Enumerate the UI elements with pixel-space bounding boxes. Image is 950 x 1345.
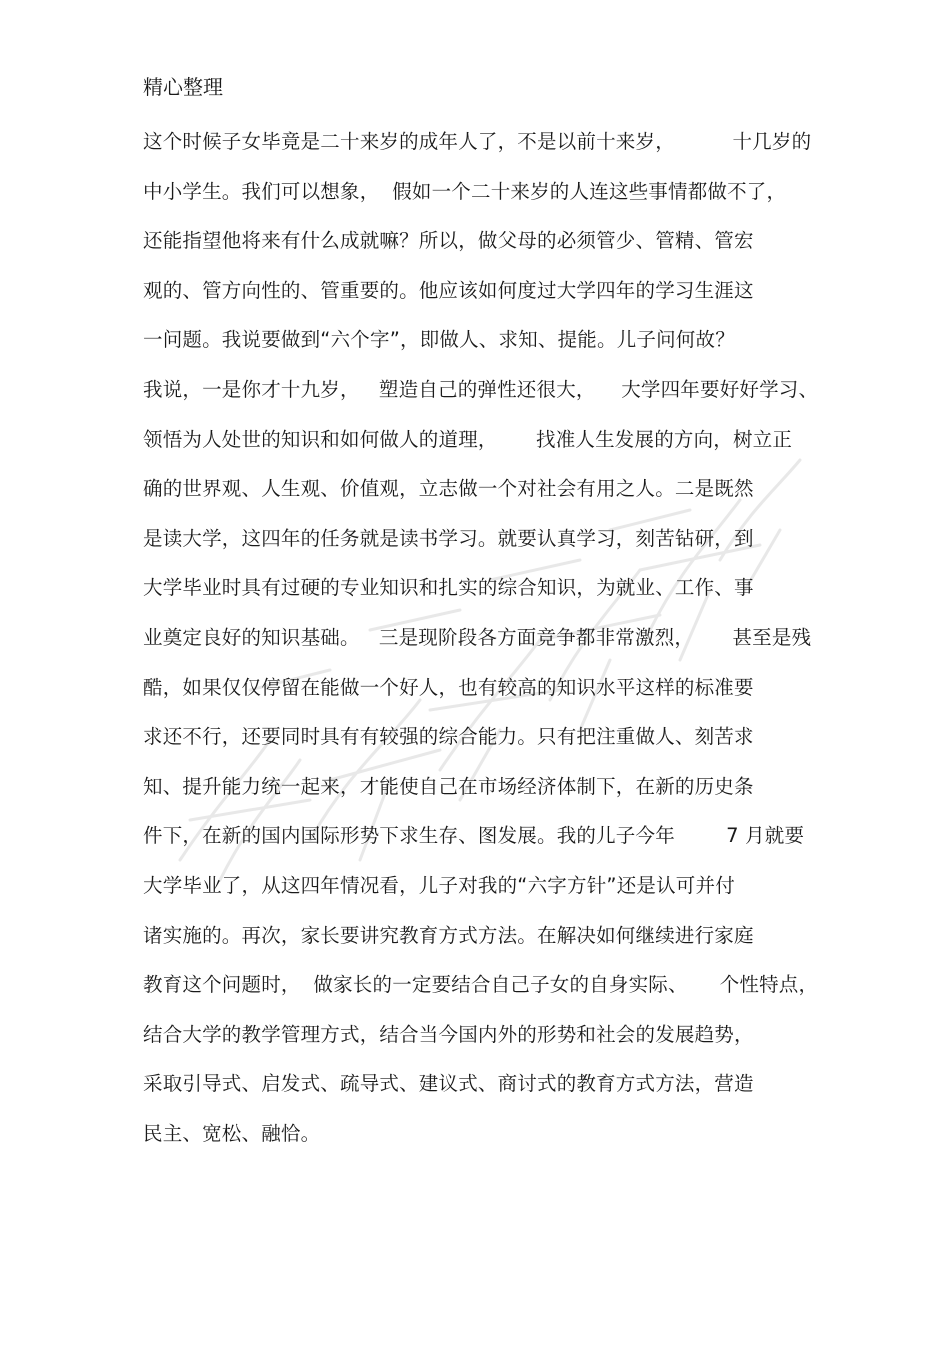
text-line: 一问题。我说要做到“六个字”，即做人、求知、提能。儿子问何故？ bbox=[143, 328, 735, 352]
text-line: 业奠定良好的知识基础。 三是现阶段各方面竞争都非常激烈， 甚至是残 bbox=[143, 625, 812, 649]
text-line: 中小学生。我们可以想象， 假如一个二十来岁的人连这些事情都做不了， bbox=[143, 179, 787, 203]
text-line: 领悟为人处世的知识和如何做人的道理， 找准人生发展的方向，树立正 bbox=[143, 427, 793, 451]
text-line: 酷，如果仅仅停留在能做一个好人，也有较高的知识水平这样的标准要 bbox=[143, 675, 754, 699]
text-line: 求还不行，还要同时具有有较强的综合能力。只有把注重做人、刻苦求 bbox=[143, 725, 754, 749]
text-line: 民主、宽松、融恰。 bbox=[143, 1121, 321, 1145]
text-line: 件下，在新的国内国际形势下求生存、图发展。我的儿子今年 7 月就要 bbox=[143, 824, 805, 848]
text-line: 采取引导式、启发式、疏导式、建议式、商讨式的教育方式方法，营造 bbox=[143, 1072, 754, 1096]
text-line: 教育这个问题时， 做家长的一定要结合自己子女的自身实际、 个性特点， bbox=[143, 973, 819, 997]
text-line: 诸实施的。再次，家长要讲究教育方式方法。在解决如何继续进行家庭 bbox=[143, 923, 754, 947]
body-paragraph bbox=[143, 128, 823, 1169]
text-line: 大学毕业了，从这四年情况看，儿子对我的“六字方针”还是认可并付 bbox=[143, 873, 735, 897]
text-line: 我说，一是你才十九岁， 塑造自己的弹性还很大， 大学四年要好好学习、 bbox=[143, 377, 819, 401]
text-line: 这个时候子女毕竟是二十来岁的成年人了，不是以前十来岁， 十几岁的 bbox=[143, 130, 812, 153]
text-line: 是读大学，这四年的任务就是读书学习。就要认真学习，刻苦钻研，到 bbox=[143, 526, 754, 550]
text-line: 大学毕业时具有过硬的专业知识和扎实的综合知识，为就业、工作、事 bbox=[143, 576, 754, 600]
text-line: 还能指望他将来有什么成就嘛？所以，做父母的必须管少、管精、管宏 bbox=[143, 229, 754, 253]
page-header-title: 精心整理 bbox=[143, 75, 223, 99]
text-line: 确的世界观、人生观、价值观，立志做一个对社会有用之人。二是既然 bbox=[143, 477, 754, 501]
text-line: 观的、管方向性的、管重要的。他应该如何度过大学四年的学习生涯这 bbox=[143, 278, 754, 302]
text-line: 知、提升能力统一起来，才能使自己在市场经济体制下，在新的历史条 bbox=[143, 774, 754, 798]
text-line: 结合大学的教学管理方式，结合当今国内外的形势和社会的发展趋势， bbox=[143, 1022, 754, 1046]
